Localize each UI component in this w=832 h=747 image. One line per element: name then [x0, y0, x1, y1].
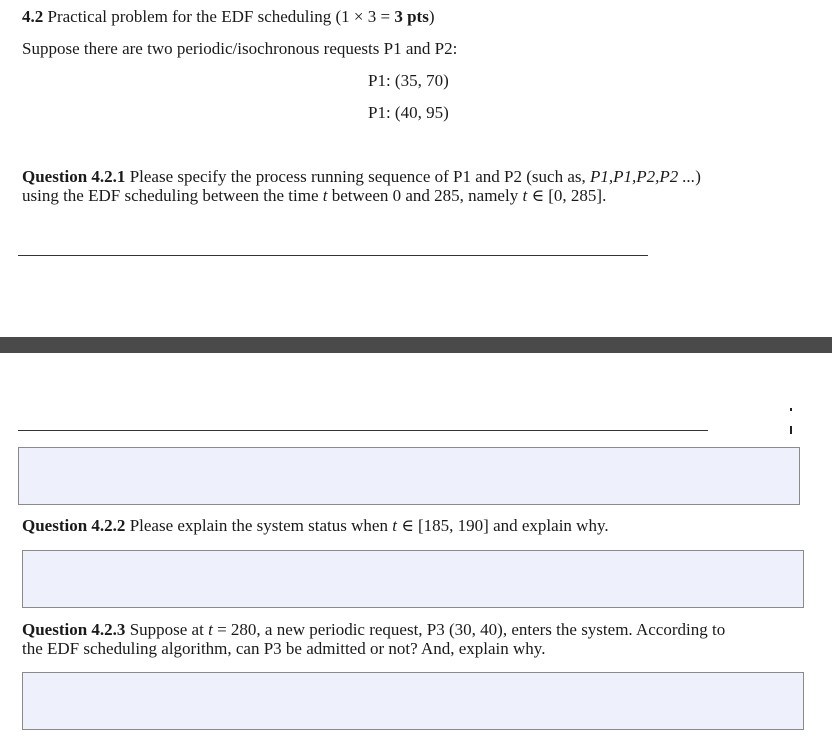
points-value: 3 pts	[394, 7, 429, 26]
q2-label: Question 4.2.2	[22, 516, 126, 535]
q3-text-b: = 280, a new periodic request, P3 (30, 40), enters the system. According to	[212, 620, 726, 639]
answer-line-1	[18, 255, 648, 256]
request-p2: P1: (40, 95)	[368, 103, 449, 122]
q1-line1	[22, 167, 701, 187]
section-number: 4.2	[22, 7, 44, 26]
q3-var-t: t	[208, 620, 213, 639]
q2-text-b: ∈ [185, 190] and explain why.	[396, 516, 609, 535]
q1-var-t2: t	[522, 186, 528, 205]
answer-line-2	[18, 430, 708, 431]
section-heading	[22, 7, 434, 27]
q1-var-t: t	[322, 186, 328, 205]
points-suffix: )	[428, 7, 435, 26]
q3-line2: the EDF scheduling algorithm, can P3 be admitted or not? And, explain why.	[22, 639, 546, 658]
section-title: Practical problem for the EDF scheduling	[47, 7, 332, 26]
intro-text: Suppose there are two periodic/isochronous requests P1 and P2:	[22, 39, 458, 58]
q3-line1	[22, 620, 725, 640]
answer-box-q1[interactable]	[18, 447, 800, 505]
page-break-band	[0, 337, 832, 353]
q3-text-a: Suppose at	[125, 620, 209, 639]
q1-example: P1,P1,P2,P2 ...	[590, 167, 696, 186]
answer-box-q2[interactable]	[22, 550, 804, 608]
q1-line2	[22, 186, 606, 206]
q1-line2-b: between 0 and 285, namely	[327, 186, 523, 205]
q1-text-b: )	[695, 167, 701, 186]
q2-text-a: Please explain the system status when	[125, 516, 393, 535]
q1-label: Question 4.2.1	[22, 167, 126, 186]
q3-label: Question 4.2.3	[22, 620, 126, 639]
q1-line2-c: ∈ [0, 285].	[527, 186, 607, 205]
q2-var-t: t	[392, 516, 397, 535]
q2-line	[22, 516, 609, 536]
answer-box-q3[interactable]	[22, 672, 804, 730]
points-prefix: (1 × 3 =	[335, 7, 395, 26]
q1-line2-a: using the EDF scheduling between the time	[22, 186, 323, 205]
scan-mark-2	[790, 426, 792, 434]
scan-mark-1	[790, 408, 792, 411]
q1-text-a: Please specify the process running sequence of P1 and P2 (such as,	[125, 167, 590, 186]
request-p1: P1: (35, 70)	[368, 71, 449, 90]
